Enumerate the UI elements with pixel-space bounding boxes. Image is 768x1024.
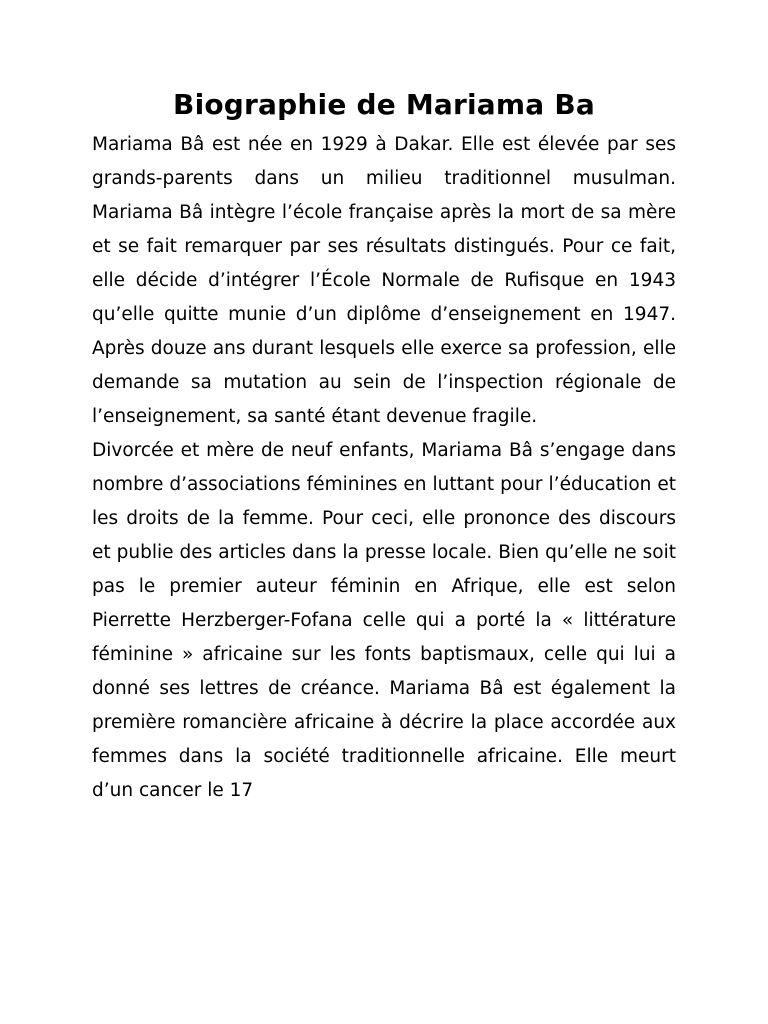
paragraph: Divorcée et mère de neuf enfants, Mariama Bâ s’engage dans nombre d’associations féminines en luttant pour l’éducation et les droits de la femme. Pour ceci, elle prononce des discours et publie des articles dans la presse locale. Bien qu’elle ne soit pas le premier auteur féminin en Afrique, elle est selon Pierrette Herzberger-Fofana celle qui a porté la « littérature féminine » africaine sur les fonts baptismaux, celle qui lui a donné ses lettres de créance. Mariama Bâ est également la première romancière africaine à décrire la place accordée aux femmes dans la société traditionnelle africaine. Elle meurt d’un cancer le 17 <box>92 440 676 801</box>
document-body <box>92 128 676 842</box>
document-title: Biographie de Mariama Ba <box>173 88 595 121</box>
document-page <box>92 82 676 842</box>
paragraph: Mariama Bâ est née en 1929 à Dakar. Elle est élevée par ses grands-parents dans un milieu traditionnel musulman. Mariama Bâ intègre l’école française après la mort de sa mère et se fait remarquer par ses résultats distingués. Pour ce fait, elle décide d’intégrer l’École Normale de Rufisque en 1943 qu’elle quitte munie d’un diplôme d’enseignement en 1947. Après douze ans durant lesquels elle exerce sa profession, elle demande sa mutation au sein de l’inspection régionale de l’enseignement, sa santé étant devenue fragile. <box>92 134 676 427</box>
